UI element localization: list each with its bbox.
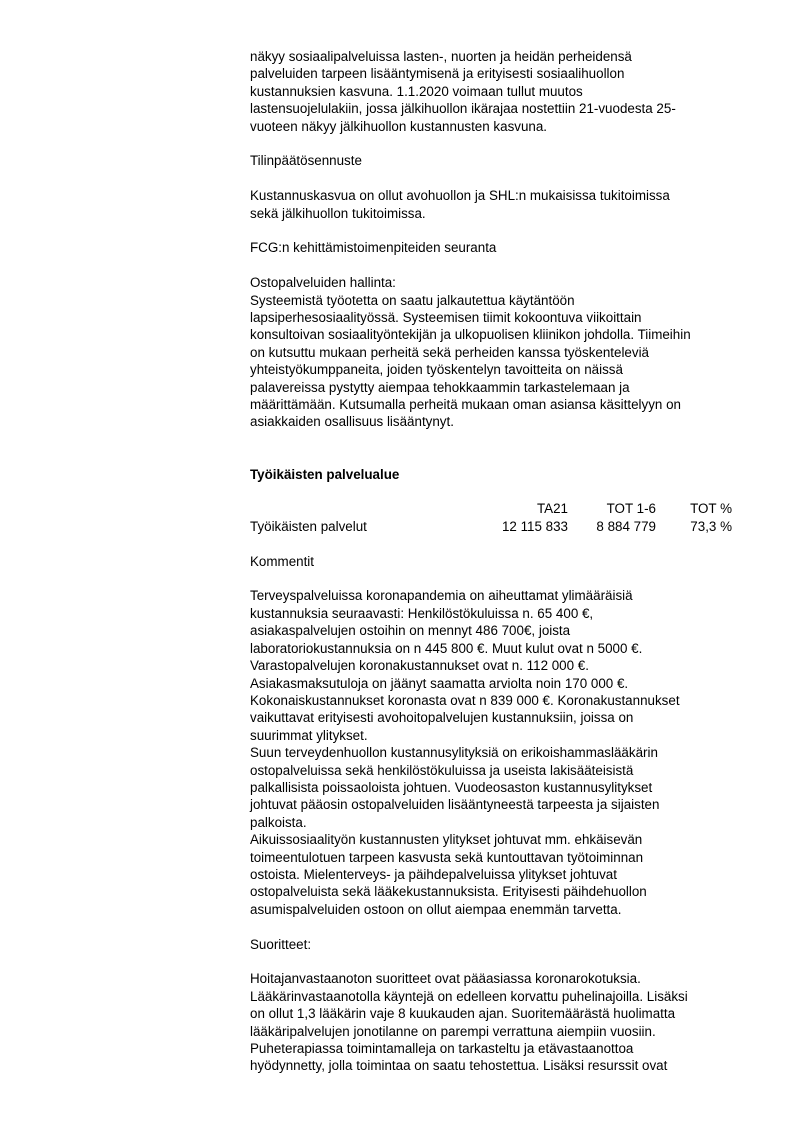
table-header-cell: TOT % (690, 501, 732, 517)
table-row (250, 518, 732, 535)
forecast-paragraph: Kustannuskasvua on ollut avohuollon ja SHL:n mukaisissa tukitoimissa sekä jälkihuollon tukitoimissa. (250, 188, 670, 221)
table-header-row (250, 500, 732, 517)
finance-table (250, 500, 732, 535)
table-header-cell (250, 500, 468, 517)
fcg-title: FCG:n kehittämistoimenpiteiden seuranta (250, 240, 497, 256)
document-page (250, 48, 750, 1075)
outputs-title: Suoritteet: (250, 936, 312, 952)
comments-paragraph: Terveyspalveluissa koronapandemia on aiheuttamat ylimääräisiä kustannuksia seuraavasti: Henkilöstökuluissa n. 65 400 €, asiakaspalvelujen ostoihin on mennyt 486 700€, joista laboratoriokustannuksia on n 445 800 €. Muut kulut ovat n 5000 €. Varastopalvelujen koronakustannukset ovat n. 112 000 €. Asiakasmaksutuloja on jäänyt saamatta arviolta noin 170 000 €. Kokonaiskustannukset koronasta ovat n 839 000 €. Koronakustannukset vaikuttavat erityisesti avohoitopalvelujen kustannuksiin, joissa on suurimmat ylitykset. Suun terveydenhuollon kustannusylityksiä on erikoishammaslääkärin ostopalveluissa sekä henkilöstökuluissa ja useista lakisääteisistä palkallisista poissaoloista johtuen. Vuodeosaston kustannusylitykset johtuvat pääosin ostopalveluiden lisääntyneestä tarpeesta ja sijaisten palkoista. Aikuissosiaalityön kustannusten ylitykset johtuvat mm. ehkäisevän toimeentulotuen tarpeen kasvusta sekä kuntouttavan työtoiminnan ostoista. Mielenterveys- ja päihdepalveluissa ylitykset johtuvat ostopalveluista sekä lääkekustannuksista. Erityisesti päihdehuollon asumispalveluiden ostoon on ollut aiempaa enemmän tarvetta. (250, 588, 680, 917)
section-heading: Työikäisten palvelualue (250, 466, 400, 482)
table-cell: 8 884 779 (596, 518, 656, 534)
intro-paragraph: näkyy sosiaalipalveluissa lasten-, nuorten ja heidän perheidensä palveluiden tarpeen lisääntymisenä ja erityisesti sosiaalihuollon kustannuksien kasvuna. 1.1.2020 voimaan tullut muutos lastensuojelulakiin, jossa jälkihuollon ikärajaa nostettiin 21-vuodesta 25- vuoteen näkyy jälkihuollon kustannusten kasvuna. (250, 49, 676, 134)
table-cell: 73,3 % (690, 518, 732, 534)
table-header-cell: TA21 (536, 501, 568, 517)
table-cell: Työikäisten palvelut (250, 518, 367, 534)
purchase-title: Ostopalveluiden hallinta: (250, 275, 396, 291)
outputs-paragraph: Hoitajanvastaanoton suoritteet ovat pääasiassa koronarokotuksia. Lääkärinvastaanotolla käyntejä on edelleen korvattu puhelinajoilla. Lisäksi on ollut 1,3 lääkärin vaje 8 kuukauden ajan. Suoritemäärästä huolimatta lääkäripalvelujen jonotilanne on parempi verrattuna aiempiin vuosiin. Puheterapiassa toimintamalleja on tarkasteltu ja etävastaanottoa hyödynnetty, jolla toimintaa on saatu tehostettua. Lisäksi resurssit ovat (250, 971, 688, 1074)
comments-title: Kommentit (250, 553, 314, 569)
table-header-cell: TOT 1-6 (606, 501, 656, 517)
table-cell: 12 115 833 (501, 518, 568, 534)
purchase-paragraph: Systeemistä työotetta on saatu jalkautettua käytäntöön lapsiperhesosiaalityössä. Systeemisen tiimit kokoontuva viikoittain konsultoivan sosiaalityöntekijän ja ulkopuolisen kliinikon johdolla. Tiimeihin on kutsuttu mukaan perheitä sekä perheiden kanssa työskenteleviä yhteistyökumppaneita, joiden työskentelyn tavoitteita on näissä palavereissa pystytty aiempaa tehokkaammin tarkastelemaan ja määrittämään. Kutsumalla perheitä mukaan oman asiansa käsittelyyn on asiakkaiden osallisuus lisääntynyt. (250, 292, 691, 430)
forecast-title: Tilinpäätösennuste (250, 153, 362, 169)
